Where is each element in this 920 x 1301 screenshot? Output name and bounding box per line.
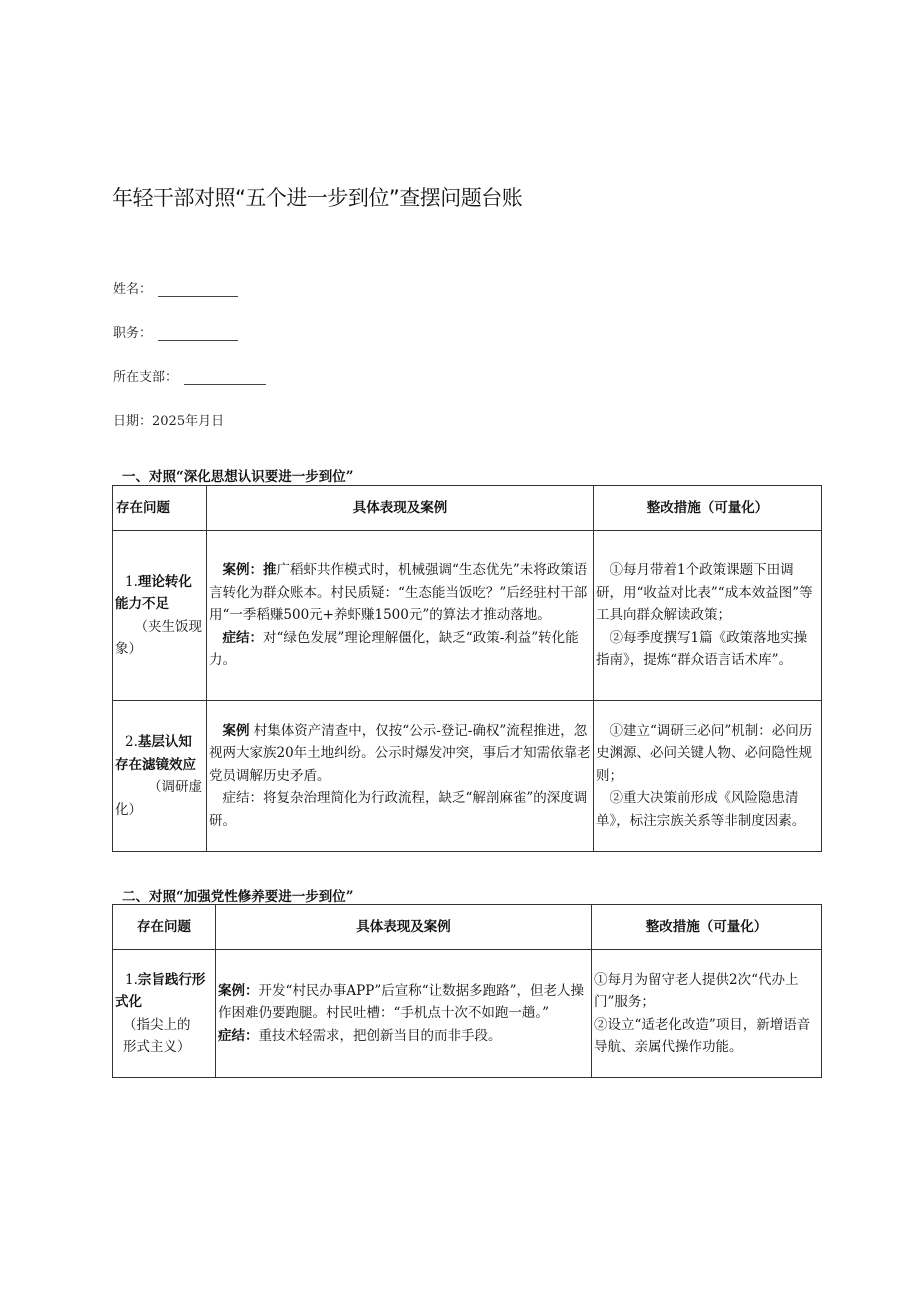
measure-cell [594, 531, 822, 701]
table-header-row [113, 486, 822, 531]
section-1-table [112, 485, 822, 852]
header-issue: 存在问题 [113, 905, 216, 950]
section-1-heading: 一、对照“深化思想认识要进一步到位” [122, 469, 354, 485]
issue-title-part-a: 理论转化 [137, 573, 192, 590]
measure-item-2: ②重大决策前形成《风险隐患清单》，标注宗族关系等非制度因素。 [596, 790, 806, 829]
issue-note-part-b: 化） [115, 801, 142, 818]
issue-title-part-b: 能力不足 [115, 596, 169, 612]
issue-note-part-b: 形式主义） [123, 1039, 191, 1055]
issue-note-part-a: （调研虚 [148, 779, 202, 795]
issue-title-part-a: 基层认知 [137, 734, 192, 750]
header-case: 具体表现及案例 [207, 486, 594, 531]
measure-item-2: ②每季度撰写1篇《政策落地实操指南》，提炼“群众语言话术库”。 [596, 629, 808, 669]
issue-note-part-a: （夹生饭现 [134, 618, 202, 635]
name-field [113, 278, 238, 297]
name-blank-line[interactable] [158, 282, 238, 297]
issue-cell [113, 701, 207, 852]
branch-field [113, 366, 266, 385]
issue-note-part-a: （指尖上的 [123, 1016, 191, 1033]
document-title: 年轻干部对照“五个进一步到位”查摆问题台账 [112, 186, 523, 210]
section-2-table [112, 904, 822, 1078]
date-label: 日期：2025年月日 [113, 414, 225, 429]
symptom-label: 症结： [218, 1027, 259, 1044]
measure-item-2: ②设立“适老化改造”项目，新增语音导航、亲属代操作功能。 [594, 1016, 811, 1055]
case-cell [216, 950, 592, 1078]
case-cell [207, 531, 594, 701]
issue-number: 1. [125, 573, 138, 590]
branch-label: 所在支部： [113, 370, 179, 385]
table-header-row [113, 905, 822, 950]
case-text: 开发“村民办事APP”后宣称“让数据多跑路”，但老人操作困难仍要跑腿。村民吐槽：“手机点十次不如跑一趟。” [218, 982, 585, 1022]
name-label: 姓名： [113, 282, 153, 297]
position-blank-line[interactable] [158, 326, 238, 341]
table-row [113, 531, 822, 701]
issue-note-part-b: 象） [115, 641, 142, 657]
measure-item-1: ①建立“调研三必问”机制：必问历史渊源、必问关键人物、必问隐性规则； [596, 722, 813, 784]
measure-cell [592, 950, 822, 1078]
symptom-label: 症结： [222, 790, 263, 807]
position-field [113, 322, 238, 341]
case-label: 案例：推 [222, 562, 277, 579]
issue-cell [113, 950, 216, 1078]
case-cell [207, 701, 594, 852]
header-case: 具体表现及案例 [216, 905, 592, 950]
case-text: 广稻虾共作模式时，机械强调“生态优先”未将政策语言转化为群众账本。村民质疑：“生态能当饭吃？”后经驻村干部用“一季稻赚500元+养虾赚1500元”的算法才推动落地。 [209, 562, 588, 624]
position-label: 职务： [113, 326, 153, 341]
measure-item-1: ①每月为留守老人提供2次“代办上门”服务； [594, 971, 799, 1010]
table-row [113, 701, 822, 852]
branch-blank-line[interactable] [184, 370, 266, 385]
issue-title-part-b: 式化 [115, 994, 142, 1010]
issue-title-part-b: 存在滤镜效应 [115, 756, 196, 773]
measure-item-1: ①每月带着1个政策课题下田调研，用“收益对比表”“成本效益图”等工具向群众解读政策； [596, 562, 813, 624]
case-label: 案例： [218, 982, 259, 999]
case-text: 村集体资产清查中，仅按“公示-登记-确权”流程推进，忽视两大家族20年土地纠纷。公示时爆发冲突，事后才知需依靠老党员调解历史矛盾。 [209, 722, 591, 784]
case-label: 案例 [222, 722, 250, 739]
measure-cell [594, 701, 822, 852]
issue-number: 2. [125, 734, 138, 750]
symptom-text: 重技术轻需求，把创新当目的而非手段。 [258, 1027, 502, 1044]
header-measure: 整改措施（可量化） [594, 486, 822, 531]
symptom-text: 对“绿色发展”理论理解僵化，缺乏“政策-利益”转化能力。 [209, 629, 579, 669]
header-measure: 整改措施（可量化） [592, 905, 822, 950]
section-2-heading: 二、对照“加强党性修养要进一步到位” [122, 889, 354, 905]
issue-cell [113, 531, 207, 701]
date-field [113, 410, 224, 429]
header-issue: 存在问题 [113, 486, 207, 531]
issue-number: 1. [125, 971, 138, 988]
table-row [113, 950, 822, 1078]
symptom-text: 将复杂治理简化为行政流程，缺乏“解剖麻雀”的深度调研。 [209, 790, 588, 829]
symptom-label: 症结： [222, 629, 263, 646]
issue-title-part-a: 宗旨践行形 [137, 971, 206, 988]
